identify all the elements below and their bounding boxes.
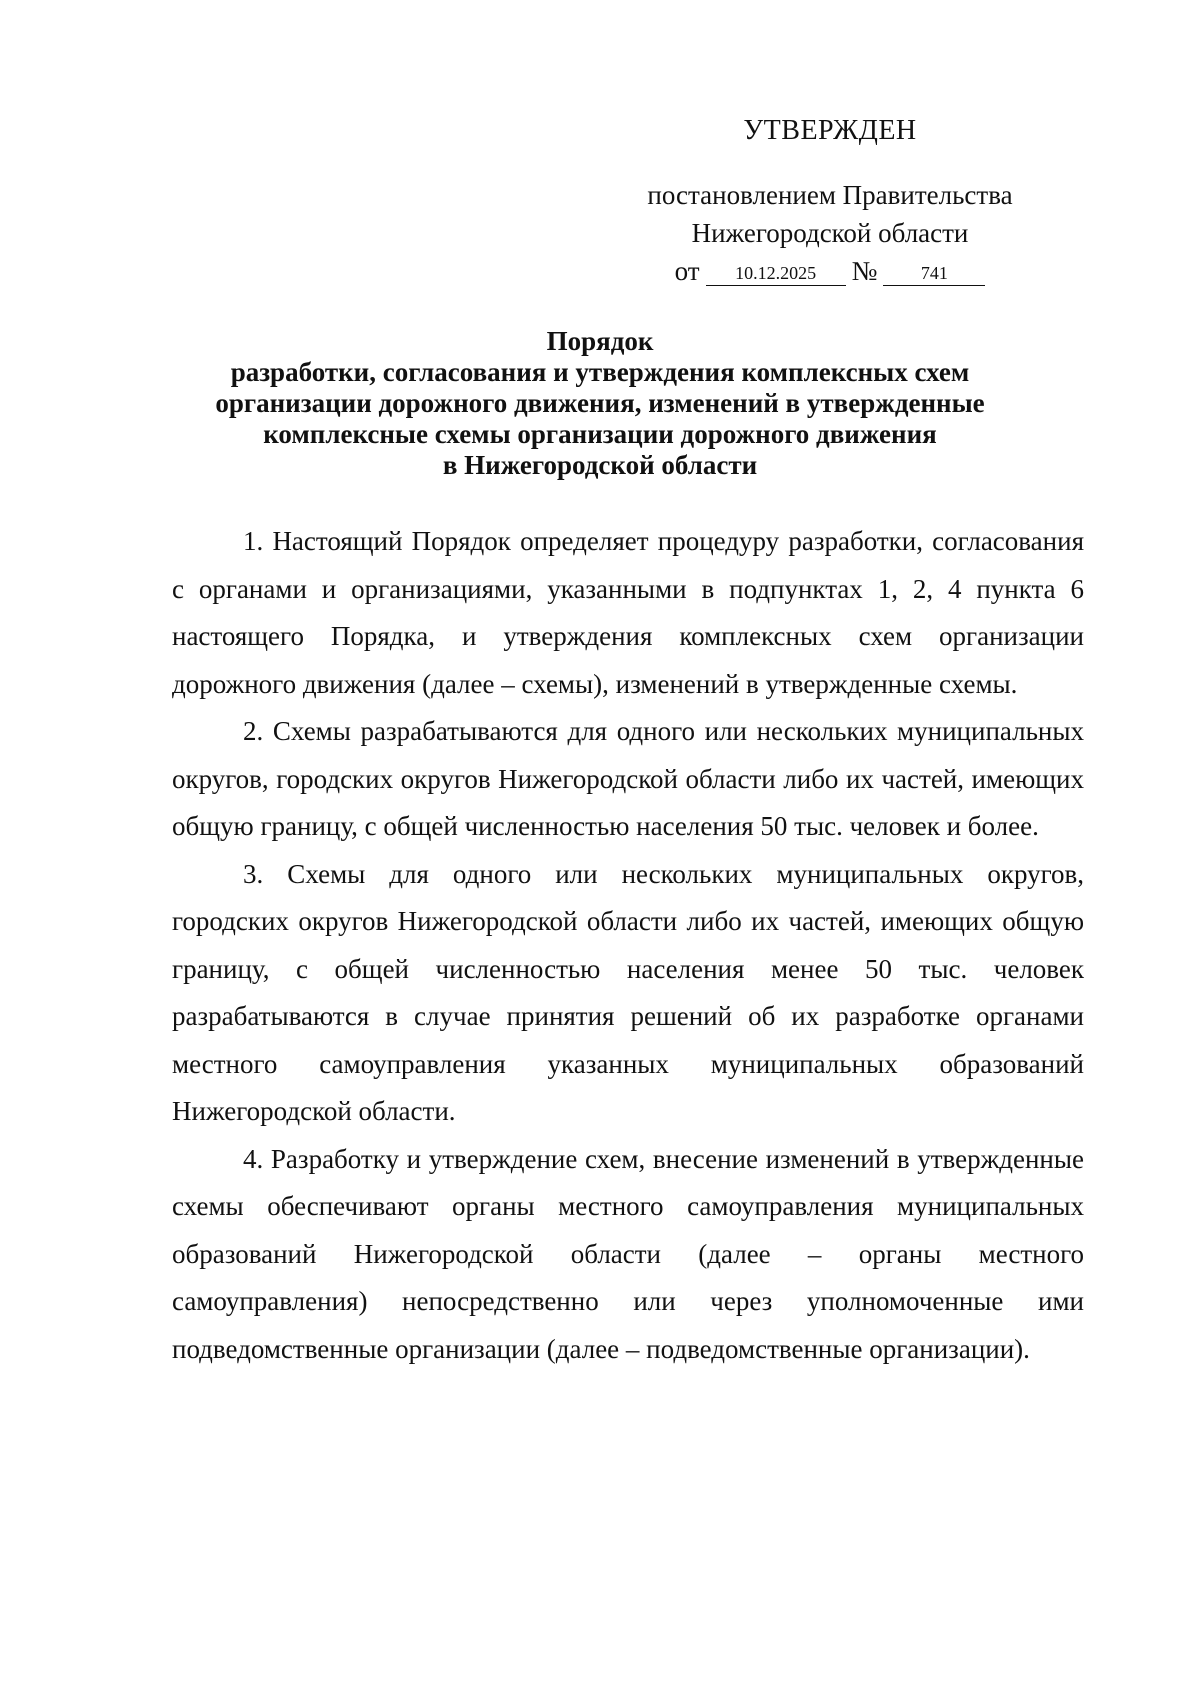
approval-date: 10.12.2025 (706, 261, 846, 286)
document-heading (100, 326, 1100, 481)
heading-line-1: Порядок (546, 326, 654, 356)
heading-line-5: в Нижегородской области (442, 450, 758, 480)
paragraph-3: 3. Схемы для одного или нескольких муниципальных округов, городских округов Нижегородской области либо их частей, имеющих общую границу, с общей численностью населения менее 50 тыс. человек разрабатываются в случае принятия решений об их разработке органами местного самоуправления указанных муниципальных образований Нижегородской области. (172, 858, 1084, 1126)
paragraph-4: 4. Разработку и утверждение схем, внесение изменений в утвержденные схемы обеспечивают органы местного самоуправления муниципальных образований Нижегородской области (далее – органы местного самоуправления) непосредственно или через уполномоченные ими подведомственные организации (далее – подведомственные организации). (172, 1143, 1084, 1364)
number-sign: № (851, 256, 878, 286)
approval-block (620, 112, 1040, 290)
document-body (172, 518, 1084, 1373)
heading-line-2: разработки, согласования и утверждения комплексных схем (230, 357, 970, 387)
approval-title: УТВЕРЖДЕН (743, 115, 917, 146)
paragraph-1: 1. Настоящий Порядок определяет процедуру разработки, согласования с органами и организациями, указанными в подпунктах 1, 2, 4 пункта 6 настоящего Порядка, и утверждения комплексных схем организации дорожного движения (далее – схемы), изменений в утвержденные схемы. (172, 526, 1084, 699)
approval-number: 741 (883, 261, 985, 286)
approval-date-line (620, 252, 1040, 290)
approval-line-2: Нижегородской области (691, 218, 969, 248)
heading-line-4: комплексные схемы организации дорожного движения (263, 419, 937, 449)
paragraph-2: 2. Схемы разрабатываются для одного или нескольких муниципальных округов, городских округов Нижегородской области либо их частей, имеющих общую границу, с общей численностью населения 50 тыс. человек и более. (172, 716, 1084, 841)
approval-line-1: постановлением Правительства (647, 180, 1013, 210)
heading-line-3: организации дорожного движения, изменений в утвержденные (215, 388, 985, 418)
date-prefix: от (674, 256, 700, 286)
